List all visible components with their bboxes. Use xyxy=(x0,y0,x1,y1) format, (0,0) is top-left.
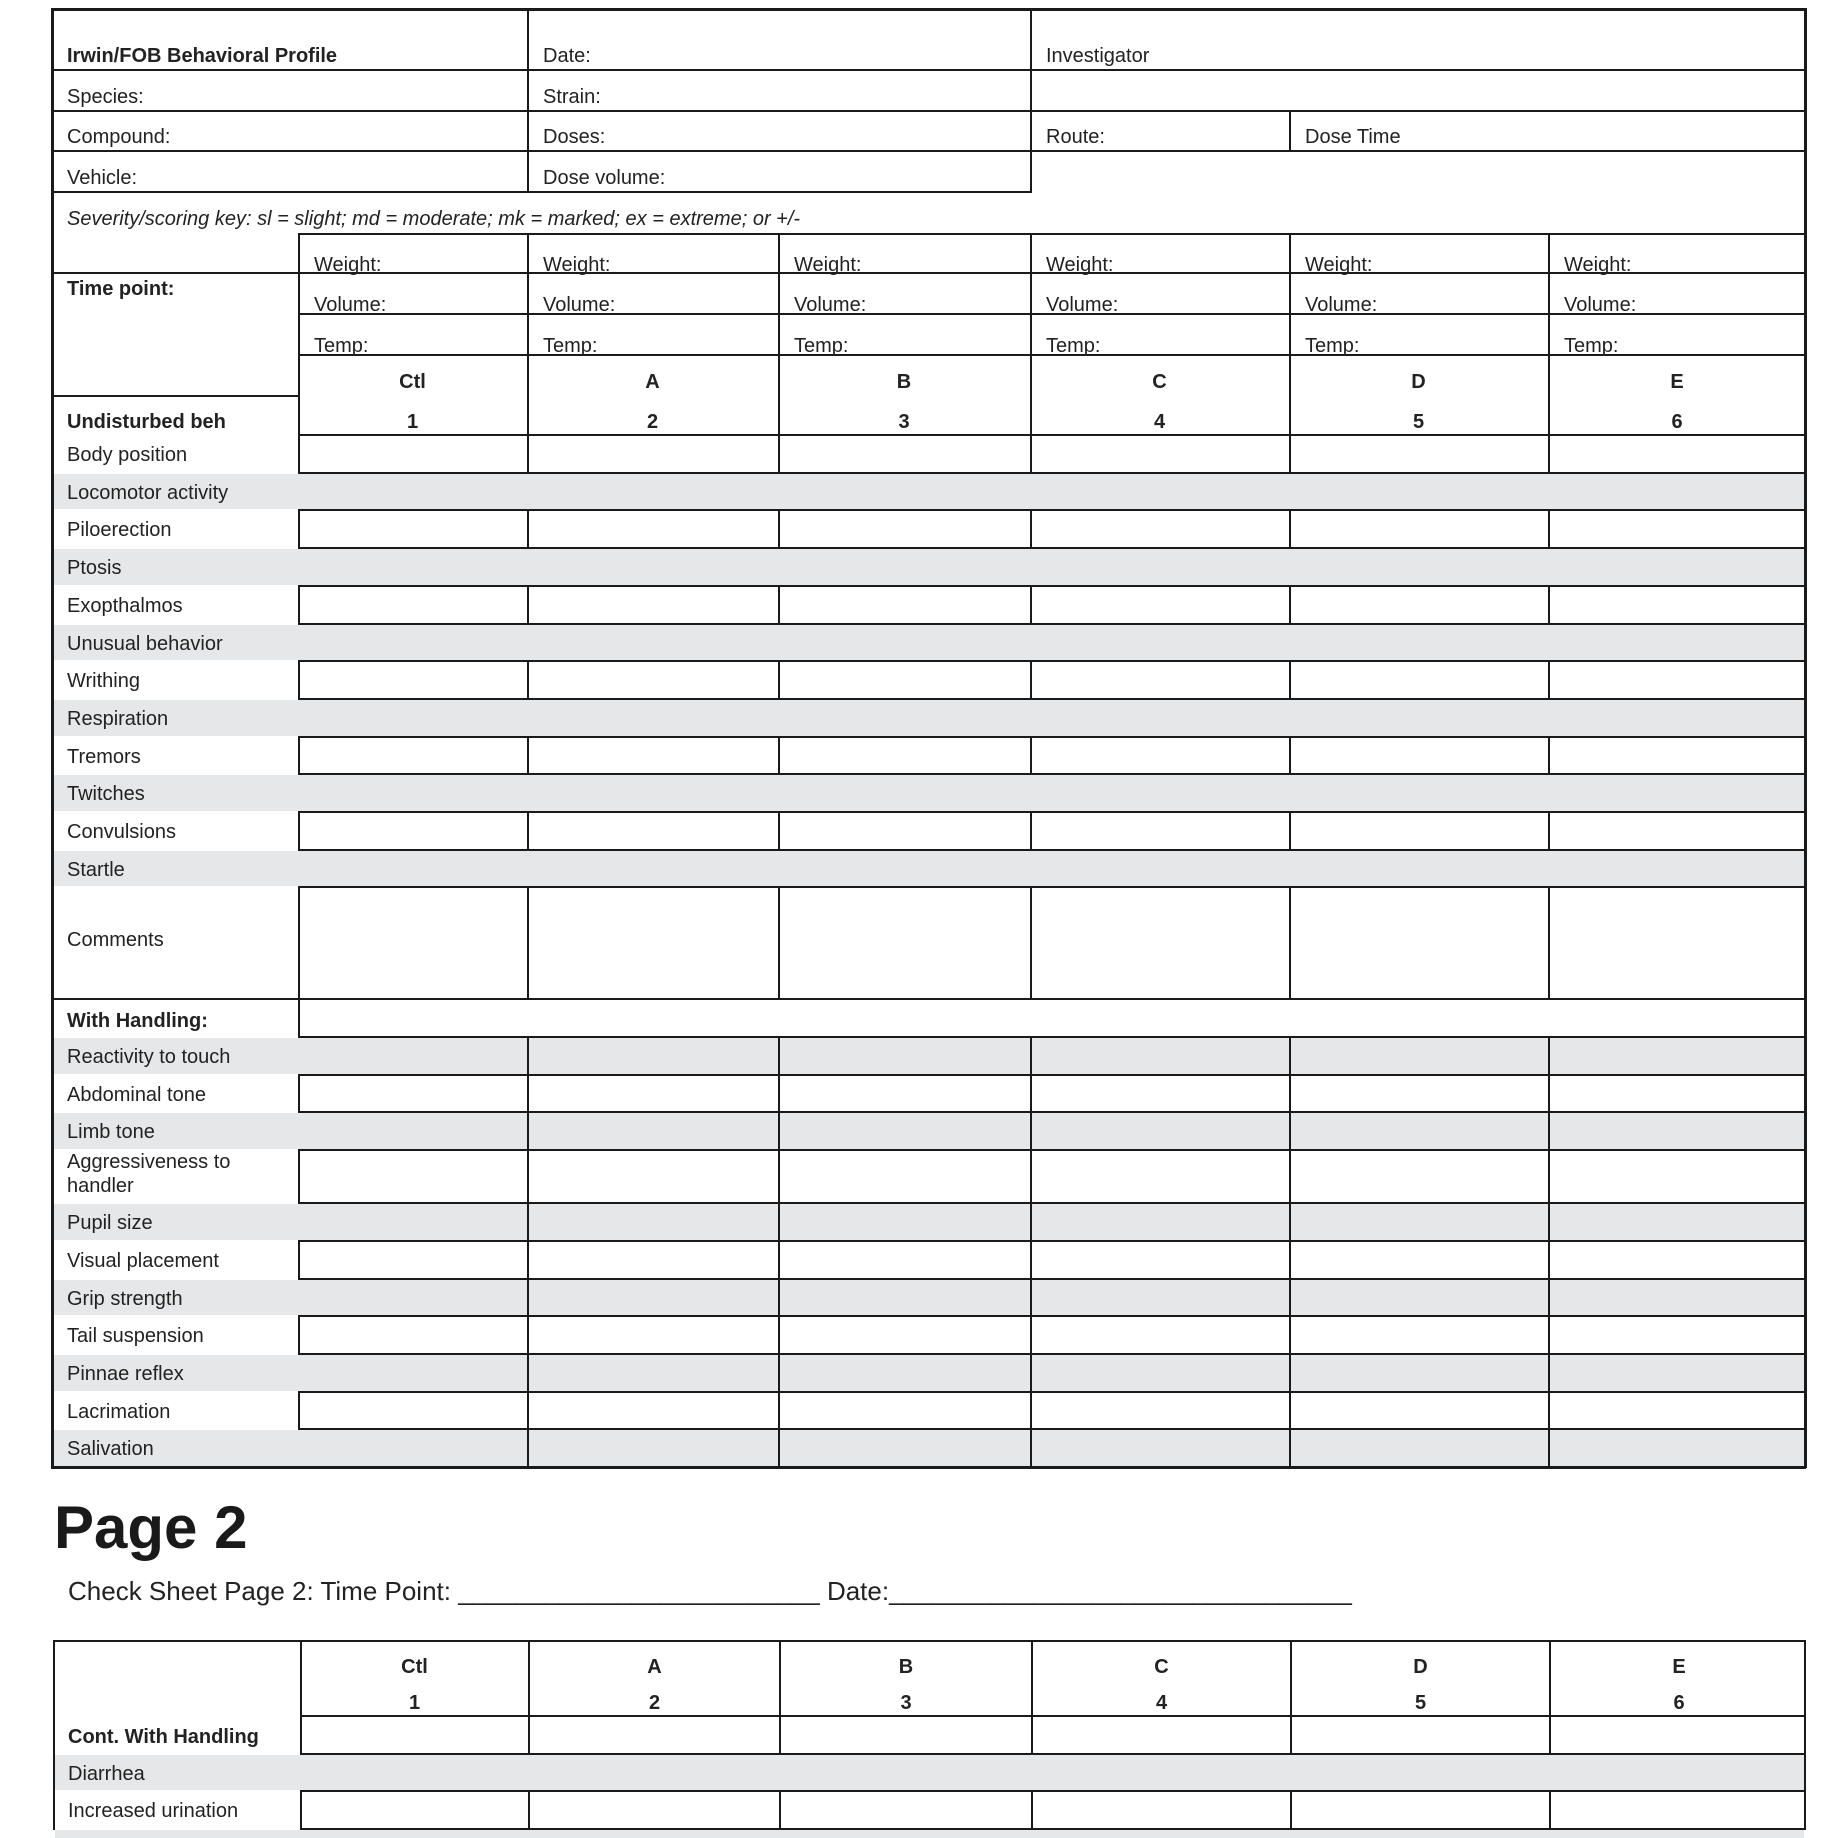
score-cell[interactable] xyxy=(781,814,1027,846)
score-cell[interactable] xyxy=(1033,1356,1286,1388)
score-cell[interactable] xyxy=(1551,1356,1803,1388)
group-name: A xyxy=(645,371,660,393)
score-cell[interactable] xyxy=(530,852,775,884)
weight-label: Weight: xyxy=(1046,254,1114,276)
group-name: D xyxy=(1411,371,1426,393)
score-cell[interactable] xyxy=(301,1318,524,1350)
score-cell[interactable] xyxy=(302,1756,525,1788)
form-title: Irwin/FOB Behavioral Profile xyxy=(67,45,338,67)
row-label: Visual placement xyxy=(67,1249,219,1272)
score-cell[interactable] xyxy=(1033,776,1286,808)
score-cell[interactable] xyxy=(1034,1756,1287,1788)
score-cell[interactable] xyxy=(302,1718,525,1749)
score-cell[interactable] xyxy=(1033,1281,1286,1313)
score-cell[interactable] xyxy=(1551,1039,1803,1071)
row-label: Grip strength xyxy=(67,1287,183,1310)
score-cell[interactable] xyxy=(531,1793,776,1825)
volume-label: Volume: xyxy=(543,294,616,316)
score-cell[interactable] xyxy=(1551,739,1803,771)
row-label: Piloerection xyxy=(67,519,172,542)
comments-cell[interactable] xyxy=(781,889,1027,995)
score-cell[interactable] xyxy=(1033,663,1286,695)
score-cell[interactable] xyxy=(530,1281,775,1313)
score-cell[interactable] xyxy=(1551,852,1803,884)
score-cell[interactable] xyxy=(1292,701,1545,733)
group-name: B xyxy=(896,371,912,393)
row-label: Ptosis xyxy=(67,557,122,580)
score-cell[interactable] xyxy=(301,1431,524,1463)
score-cell[interactable] xyxy=(1552,1718,1804,1749)
group-number: 6 xyxy=(1673,1692,1685,1714)
group-name: E xyxy=(1672,1656,1686,1678)
weight-label: Weight: xyxy=(543,254,611,276)
temp-label: Temp: xyxy=(1046,335,1101,357)
score-cell[interactable] xyxy=(301,1039,524,1071)
score-cell[interactable] xyxy=(1292,663,1545,695)
group-name: Ctl xyxy=(401,1656,428,1678)
score-cell[interactable] xyxy=(301,852,524,884)
score-cell[interactable] xyxy=(1292,512,1545,544)
score-cell[interactable] xyxy=(1551,1281,1803,1313)
temp-label: Temp: xyxy=(314,335,369,357)
cont-handling-heading: Cont. With Handling xyxy=(68,1726,259,1748)
score-cell[interactable] xyxy=(1551,1205,1803,1237)
volume-label: Volume: xyxy=(314,294,387,316)
score-cell[interactable] xyxy=(530,1152,775,1199)
score-cell[interactable] xyxy=(781,512,1027,544)
score-cell[interactable] xyxy=(1033,814,1286,846)
group-number: 2 xyxy=(646,411,659,433)
comments-label: Comments xyxy=(67,929,164,952)
comments-cell[interactable] xyxy=(301,889,524,995)
comments-cell[interactable] xyxy=(1551,889,1803,995)
score-cell[interactable] xyxy=(781,1152,1027,1199)
score-cell[interactable] xyxy=(781,701,1027,733)
group-number: 5 xyxy=(1412,411,1425,433)
temp-label: Temp: xyxy=(543,335,598,357)
score-cell[interactable] xyxy=(1551,475,1803,507)
score-cell[interactable] xyxy=(1551,588,1803,620)
row-label: Salivation xyxy=(67,1438,154,1461)
score-cell[interactable] xyxy=(1551,512,1803,544)
score-cell[interactable] xyxy=(1551,701,1803,733)
score-cell[interactable] xyxy=(301,1114,524,1146)
group-number: 4 xyxy=(1153,411,1166,433)
score-cell[interactable] xyxy=(781,1318,1027,1350)
row-label: Increased urination xyxy=(68,1800,239,1823)
handling-heading: With Handling: xyxy=(67,1010,208,1032)
row-label: Exopthalmos xyxy=(67,594,183,617)
temp-label: Temp: xyxy=(1305,335,1360,357)
score-cell[interactable] xyxy=(1033,550,1286,582)
score-cell[interactable] xyxy=(1292,776,1545,808)
score-cell[interactable] xyxy=(530,1431,775,1463)
score-cell[interactable] xyxy=(301,475,524,507)
score-cell[interactable] xyxy=(1551,437,1803,469)
score-cell[interactable] xyxy=(1033,1152,1286,1199)
row-label: Abdominal tone xyxy=(67,1083,206,1106)
score-cell[interactable] xyxy=(1551,1394,1803,1426)
score-cell[interactable] xyxy=(1551,1243,1803,1275)
score-cell[interactable] xyxy=(1033,588,1286,620)
score-cell[interactable] xyxy=(1551,626,1803,658)
group-number: 5 xyxy=(1414,1692,1427,1714)
score-cell[interactable] xyxy=(1292,550,1545,582)
row-label: Limb tone xyxy=(67,1121,155,1144)
score-cell[interactable] xyxy=(781,1281,1027,1313)
row-label: Startle xyxy=(67,858,125,881)
volume-label: Volume: xyxy=(794,294,867,316)
score-cell[interactable] xyxy=(1551,1077,1803,1109)
score-cell[interactable] xyxy=(530,588,775,620)
vehicle-label: Vehicle: xyxy=(67,167,138,189)
score-cell[interactable] xyxy=(1033,475,1286,507)
weight-label: Weight: xyxy=(794,254,862,276)
score-cell[interactable] xyxy=(781,588,1027,620)
row-label: Locomotor activity xyxy=(67,481,229,504)
group-name: D xyxy=(1413,1656,1428,1678)
group-name: B xyxy=(898,1656,914,1678)
score-cell[interactable] xyxy=(1552,1756,1804,1788)
score-cell[interactable] xyxy=(530,814,775,846)
score-cell[interactable] xyxy=(301,1394,524,1426)
compound-label: Compound: xyxy=(67,126,171,148)
score-cell[interactable] xyxy=(1292,1356,1545,1388)
score-cell[interactable] xyxy=(1293,1793,1546,1825)
score-cell[interactable] xyxy=(301,1205,524,1237)
dose-time-label: Dose Time xyxy=(1305,126,1401,148)
score-cell[interactable] xyxy=(781,1039,1027,1071)
score-cell[interactable] xyxy=(1034,1718,1287,1749)
score-cell[interactable] xyxy=(301,1356,524,1388)
score-cell[interactable] xyxy=(781,1205,1027,1237)
score-cell[interactable] xyxy=(781,437,1027,469)
score-cell[interactable] xyxy=(301,1152,524,1199)
score-cell[interactable] xyxy=(1033,701,1286,733)
row-label: Lacrimation xyxy=(67,1400,171,1423)
score-cell[interactable] xyxy=(781,550,1027,582)
group-number: 6 xyxy=(1671,411,1683,433)
species-label: Species: xyxy=(67,86,144,108)
row-label: Tail suspension xyxy=(67,1325,204,1348)
doses-label: Doses: xyxy=(543,126,606,148)
comments-cell[interactable] xyxy=(1033,889,1286,995)
dose-volume-label: Dose volume: xyxy=(543,167,666,189)
score-cell[interactable] xyxy=(530,1394,775,1426)
score-cell[interactable] xyxy=(1552,1793,1804,1825)
score-cell[interactable] xyxy=(1551,663,1803,695)
score-cell[interactable] xyxy=(1033,1318,1286,1350)
score-cell[interactable] xyxy=(781,663,1027,695)
score-cell[interactable] xyxy=(1033,852,1286,884)
page-title: Page 2 xyxy=(54,1494,248,1561)
score-cell[interactable] xyxy=(1292,1394,1545,1426)
score-cell[interactable] xyxy=(1551,1318,1803,1350)
score-cell[interactable] xyxy=(1551,1114,1803,1146)
time-point-label: Time point: xyxy=(67,278,175,300)
score-cell[interactable] xyxy=(781,776,1027,808)
score-cell[interactable] xyxy=(1033,626,1286,658)
score-cell[interactable] xyxy=(1033,1039,1286,1071)
score-cell[interactable] xyxy=(1292,1431,1545,1463)
score-cell[interactable] xyxy=(1292,588,1545,620)
score-cell[interactable] xyxy=(1033,437,1286,469)
row-label: Unusual behavior xyxy=(67,632,223,655)
score-cell[interactable] xyxy=(530,1243,775,1275)
row-label: Convulsions xyxy=(67,821,176,843)
group-number: 1 xyxy=(406,411,419,433)
score-cell[interactable] xyxy=(782,1756,1028,1788)
group-name: A xyxy=(647,1656,662,1678)
score-cell[interactable] xyxy=(301,814,524,846)
score-cell[interactable] xyxy=(1292,739,1545,771)
row-label: Aggressiveness to handler xyxy=(67,1151,231,1198)
row-label: Tremors xyxy=(67,745,141,768)
score-cell[interactable] xyxy=(530,701,775,733)
score-cell[interactable] xyxy=(1292,1205,1545,1237)
score-cell[interactable] xyxy=(1551,776,1803,808)
score-cell[interactable] xyxy=(1033,1205,1286,1237)
score-cell[interactable] xyxy=(301,701,524,733)
score-cell[interactable] xyxy=(1292,814,1545,846)
score-cell[interactable] xyxy=(1292,1243,1545,1275)
score-cell[interactable] xyxy=(301,1077,524,1109)
score-cell[interactable] xyxy=(530,1205,775,1237)
score-cell[interactable] xyxy=(1033,512,1286,544)
score-cell[interactable] xyxy=(1292,1318,1545,1350)
score-cell[interactable] xyxy=(781,1356,1027,1388)
score-cell[interactable] xyxy=(530,512,775,544)
score-cell[interactable] xyxy=(781,475,1027,507)
comments-cell[interactable] xyxy=(530,889,775,995)
score-cell[interactable] xyxy=(1033,1114,1286,1146)
row-label: Writhing xyxy=(67,670,140,693)
score-cell[interactable] xyxy=(1292,475,1545,507)
score-cell[interactable] xyxy=(781,852,1027,884)
row-label: Diarrhea xyxy=(68,1762,145,1785)
score-cell[interactable] xyxy=(301,588,524,620)
score-cell[interactable] xyxy=(1551,814,1803,846)
score-cell[interactable] xyxy=(1033,1243,1286,1275)
score-cell[interactable] xyxy=(781,1077,1027,1109)
row-label: Pinnae reflex xyxy=(67,1362,184,1385)
score-cell[interactable] xyxy=(1033,1394,1286,1426)
score-cell[interactable] xyxy=(530,776,775,808)
row-label: Pupil size xyxy=(67,1212,153,1235)
score-cell[interactable] xyxy=(1033,739,1286,771)
score-cell[interactable] xyxy=(531,1718,776,1749)
group-number: 4 xyxy=(1155,1692,1168,1714)
undisturbed-heading: Undisturbed beh xyxy=(67,411,226,433)
score-cell[interactable] xyxy=(1292,1114,1545,1146)
strain-label: Strain: xyxy=(543,86,601,108)
score-cell[interactable] xyxy=(530,663,775,695)
score-cell[interactable] xyxy=(301,1281,524,1313)
weight-label: Weight: xyxy=(314,254,382,276)
score-cell[interactable] xyxy=(1293,1718,1546,1749)
score-cell[interactable] xyxy=(531,1756,776,1788)
score-cell[interactable] xyxy=(530,1077,775,1109)
score-cell[interactable] xyxy=(782,1793,1028,1825)
score-cell[interactable] xyxy=(1292,1077,1545,1109)
severity-key: Severity/scoring key: sl = slight; md = moderate; mk = marked; ex = extreme; or +/- xyxy=(67,208,801,230)
temp-label: Temp: xyxy=(1564,335,1619,357)
investigator-label: Investigator xyxy=(1046,45,1150,67)
weight-label: Weight: xyxy=(1564,254,1632,276)
score-cell[interactable] xyxy=(1292,437,1545,469)
score-cell[interactable] xyxy=(1033,1077,1286,1109)
score-cell[interactable] xyxy=(530,475,775,507)
comments-cell[interactable] xyxy=(1292,889,1545,995)
score-cell[interactable] xyxy=(1551,1431,1803,1463)
score-cell[interactable] xyxy=(1033,1431,1286,1463)
group-number: 1 xyxy=(408,1692,421,1714)
score-cell[interactable] xyxy=(781,1243,1027,1275)
score-cell[interactable] xyxy=(530,550,775,582)
score-cell[interactable] xyxy=(1034,1793,1287,1825)
score-cell[interactable] xyxy=(1292,626,1545,658)
row-label: Body position xyxy=(67,444,188,466)
score-cell[interactable] xyxy=(1293,1756,1546,1788)
volume-label: Volume: xyxy=(1046,294,1119,316)
score-cell[interactable] xyxy=(1551,1152,1803,1199)
page2-subtitle: Check Sheet Page 2: Time Point: _________________________ Date:________________________________ xyxy=(68,1576,1352,1606)
score-cell[interactable] xyxy=(301,437,524,469)
group-number: 3 xyxy=(898,411,910,433)
score-cell[interactable] xyxy=(781,1431,1027,1463)
score-cell[interactable] xyxy=(301,626,524,658)
score-cell[interactable] xyxy=(782,1718,1028,1749)
group-name: E xyxy=(1670,371,1684,393)
score-cell[interactable] xyxy=(781,1114,1027,1146)
score-cell[interactable] xyxy=(530,437,775,469)
score-cell[interactable] xyxy=(530,1318,775,1350)
score-cell[interactable] xyxy=(1292,1152,1545,1199)
score-cell[interactable] xyxy=(1292,852,1545,884)
score-cell[interactable] xyxy=(530,1039,775,1071)
score-cell[interactable] xyxy=(301,739,524,771)
score-cell[interactable] xyxy=(781,739,1027,771)
row-label: Reactivity to touch xyxy=(67,1046,231,1068)
score-cell[interactable] xyxy=(781,1394,1027,1426)
group-name: C xyxy=(1154,1656,1169,1678)
score-cell[interactable] xyxy=(1292,1039,1545,1071)
row-label: Respiration xyxy=(67,707,169,730)
volume-label: Volume: xyxy=(1564,294,1637,316)
score-cell[interactable] xyxy=(530,1356,775,1388)
score-cell[interactable] xyxy=(302,1793,525,1825)
group-name: Ctl xyxy=(399,371,426,393)
volume-label: Volume: xyxy=(1305,294,1378,316)
score-cell[interactable] xyxy=(301,1243,524,1275)
group-number: 3 xyxy=(900,1692,912,1714)
group-number: 2 xyxy=(648,1692,661,1714)
score-cell[interactable] xyxy=(1292,1281,1545,1313)
date-label: Date: xyxy=(543,45,591,67)
weight-label: Weight: xyxy=(1305,254,1373,276)
score-cell[interactable] xyxy=(1551,550,1803,582)
score-cell[interactable] xyxy=(301,550,524,582)
score-cell[interactable] xyxy=(301,512,524,544)
score-cell[interactable] xyxy=(781,626,1027,658)
row-label: Twitches xyxy=(67,783,145,806)
score-cell[interactable] xyxy=(530,626,775,658)
route-label: Route: xyxy=(1046,126,1105,148)
score-cell[interactable] xyxy=(530,1114,775,1146)
group-name: C xyxy=(1152,371,1167,393)
score-cell[interactable] xyxy=(301,776,524,808)
temp-label: Temp: xyxy=(794,335,849,357)
score-cell[interactable] xyxy=(301,663,524,695)
score-cell[interactable] xyxy=(530,739,775,771)
